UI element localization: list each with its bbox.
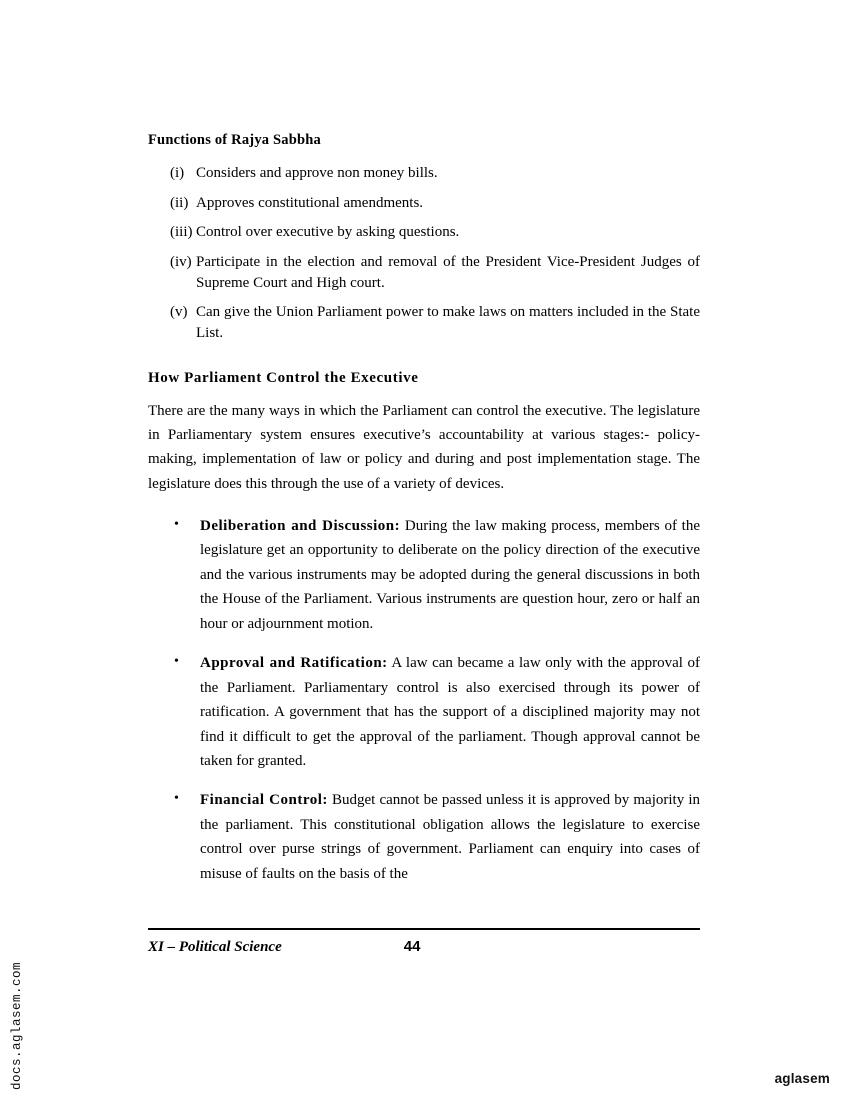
list-item-lead-in: Approval and Ratification: — [200, 655, 388, 672]
list-item-body — [200, 788, 700, 886]
list-item-marker: (ii) — [170, 194, 189, 211]
footer-subject-title: XI – Political Science — [148, 939, 282, 955]
list-item — [148, 163, 700, 184]
list-item-body — [200, 514, 700, 636]
list-item-text: Approves constitutional amendments. — [196, 194, 424, 211]
list-item-text: Control over executive by asking questions. — [196, 224, 460, 241]
list-item-marker: (iv) — [170, 254, 192, 271]
brand-logo: aglasem — [774, 1071, 830, 1086]
bullet-icon: • — [174, 654, 179, 670]
section-paragraph: There are the many ways in which the Parliament can control the executive. The legislature in Parliamentary system ensures executive’s accountability at various stages:- policy-making, implementation of law or policy and during and post implementation stage. The legislature does this through the use of a variety of devices. — [148, 402, 700, 492]
sidebar-watermark: docs.aglasem.com — [10, 961, 24, 1090]
list-item — [148, 222, 700, 243]
rajya-sabha-functions-list — [148, 163, 700, 344]
list-item — [148, 193, 700, 214]
list-item-lead-in: Deliberation and Discussion: — [200, 518, 401, 534]
control-devices-list — [148, 514, 700, 886]
list-item — [148, 788, 700, 886]
list-item-marker: (v) — [170, 304, 188, 321]
list-item-text: Can give the Union Parliament power to make laws on matters included in the State List. — [196, 304, 700, 342]
list-item-text: Participate in the election and removal of the President Vice-President Judges of Supreme Court and High court. — [196, 254, 700, 291]
bullet-icon: • — [174, 791, 179, 807]
page-title: Functions of Rajya Sabbha — [148, 132, 321, 148]
list-item — [148, 514, 700, 636]
list-item-body — [200, 651, 700, 773]
footer-divider — [148, 928, 700, 930]
list-item-marker: (iii) — [170, 224, 193, 241]
list-item-text: Considers and approve non money bills. — [196, 165, 438, 181]
list-item-text: A law can became a law only with the approval of the Parliament. Parliamentary control is also exercised through its power of ratification. A government that has the support of a disciplined majority may not find it difficult to get the approval of the parliament. Though approval cannot be taken for granted. — [200, 655, 700, 769]
list-item-text: Budget cannot be passed unless it is approved by majority in the parliament. This constitutional obligation allows the legislature to exercise control over purse strings of government. Parliament can enquiry into cases of misuse of faults on the basis of the — [200, 792, 700, 882]
page-content — [148, 132, 700, 901]
list-item — [148, 252, 700, 293]
list-item — [148, 651, 700, 773]
footer-page-number: 44 — [403, 938, 421, 955]
list-item-marker: (i) — [170, 165, 185, 181]
bullet-icon: • — [174, 517, 179, 532]
list-item — [148, 302, 700, 343]
list-item-text: During the law making process, members of the legislature get an opportunity to deliberate on the policy direction of the executive and the various instruments may be adopted during the general discussions in both the House of the Parliament. Various instruments are question hour, zero or half an hour or adjournment motion. — [200, 518, 700, 632]
page-footer — [148, 938, 700, 956]
section-heading-parliament-control: How Parliament Control the Executive — [148, 369, 419, 386]
list-item-lead-in: Financial Control: — [200, 792, 328, 809]
